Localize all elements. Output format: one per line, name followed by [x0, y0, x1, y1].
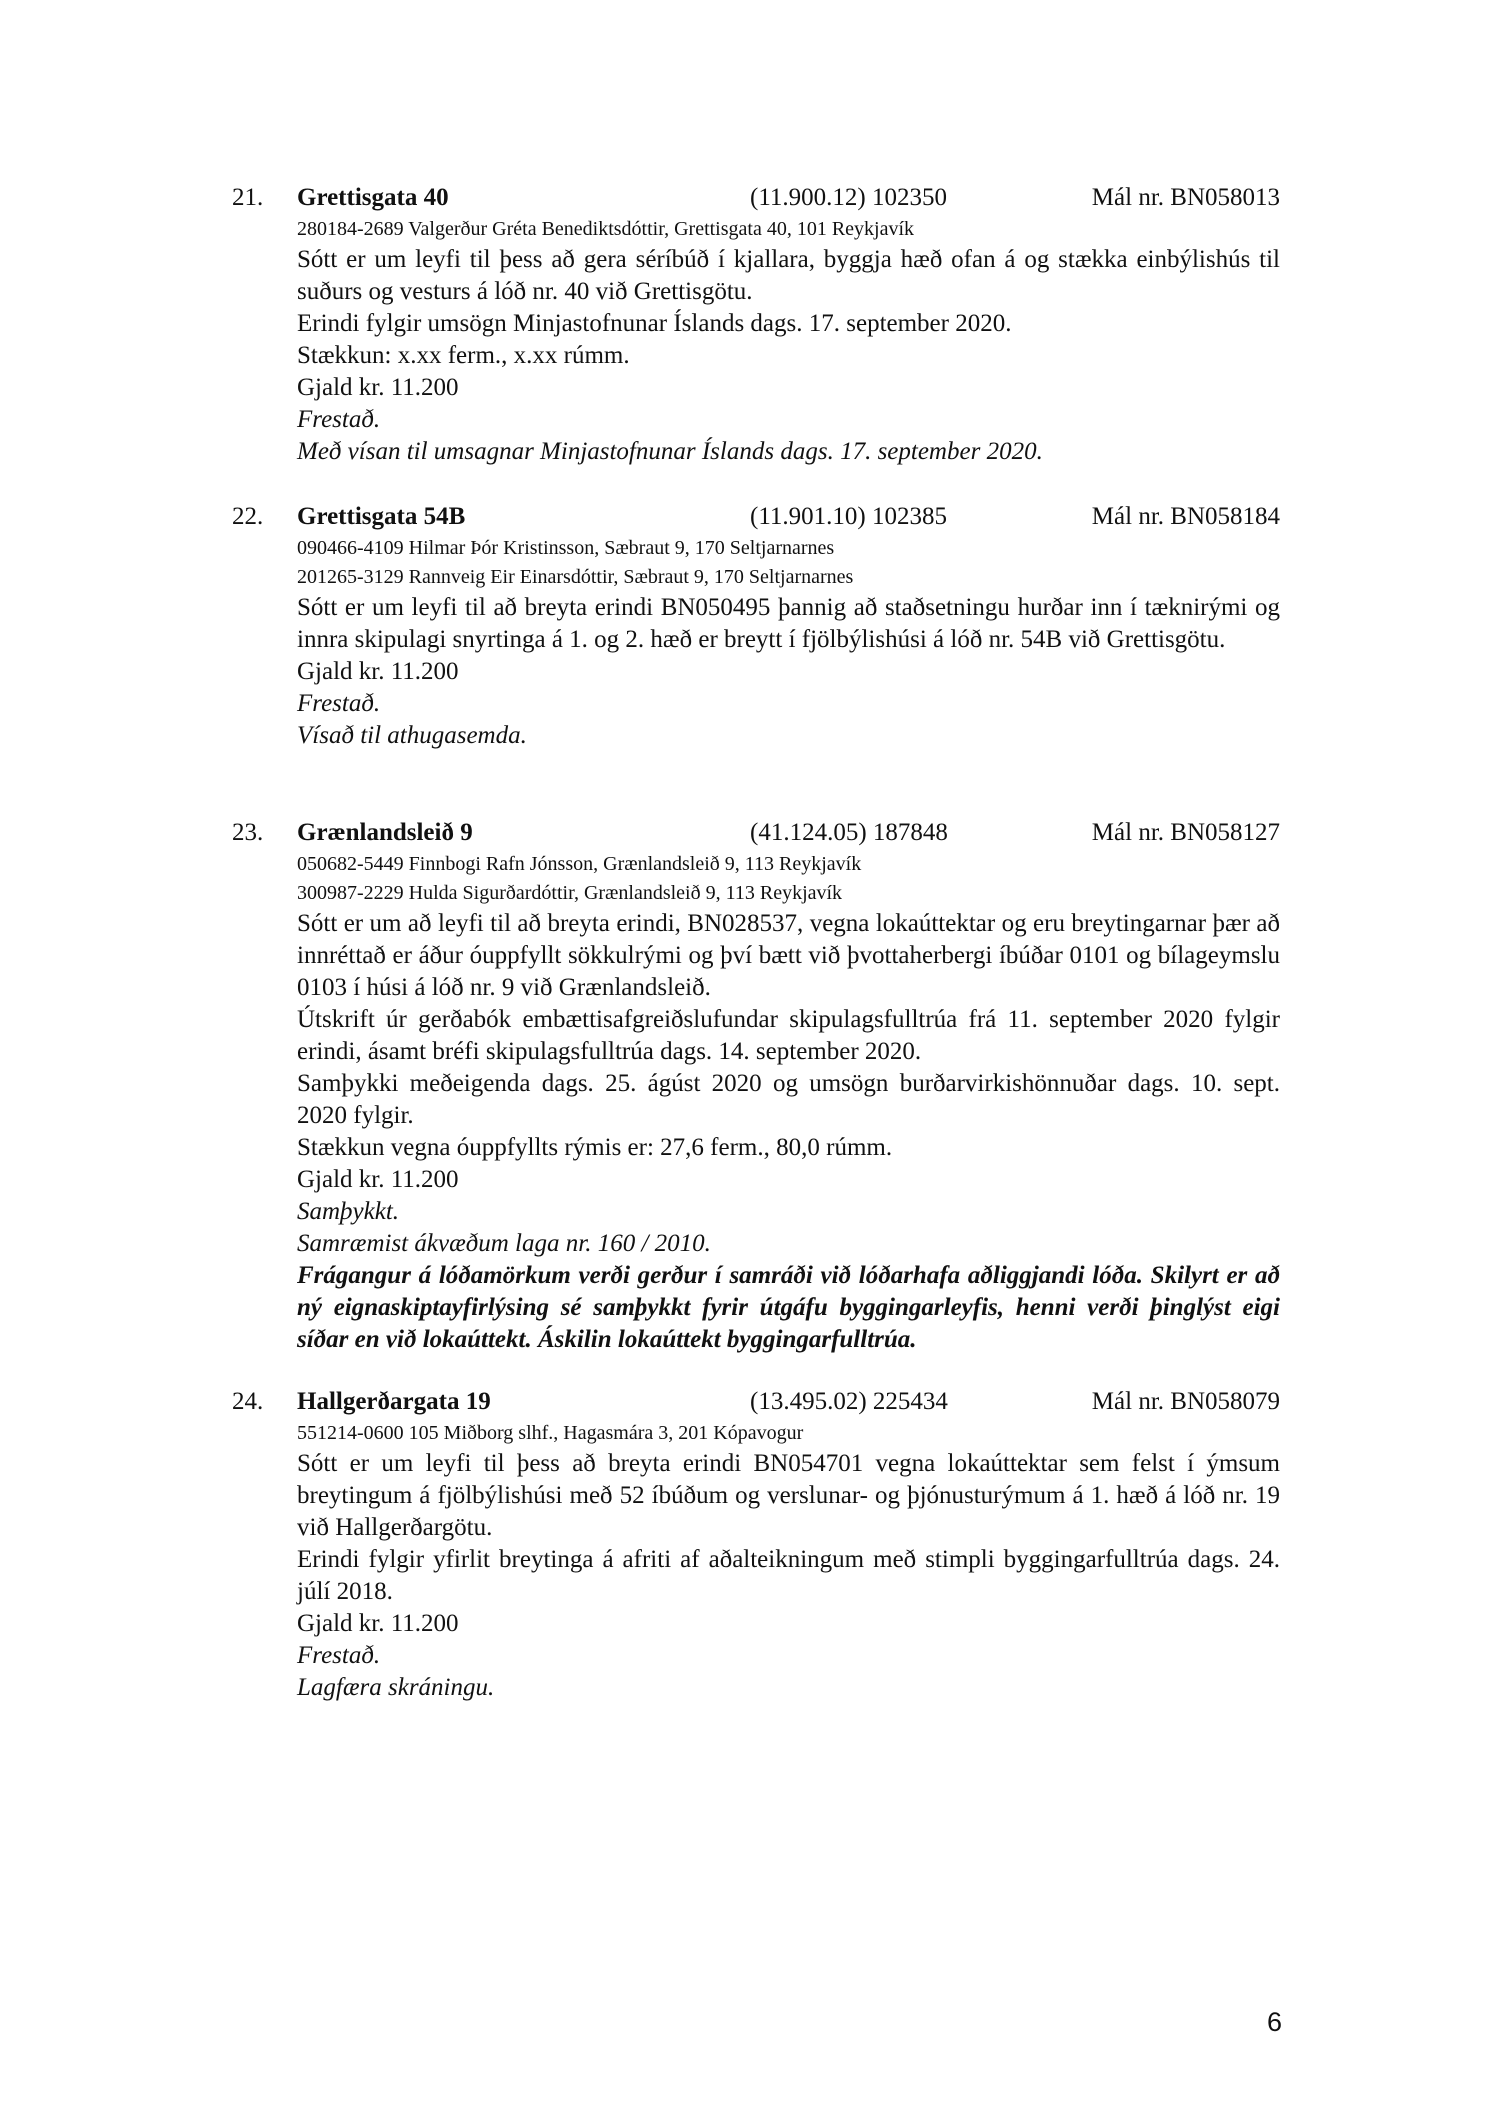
page-number: 6 — [1266, 2007, 1282, 2037]
case-line: Útskrift úr gerðabók embættisafgreiðslufundar skipulagsfulltrúa frá 11. september 2020 fylgir erindi, ásamt bréfi skipulagsfulltrúa dags. 14. september 2020. — [297, 1006, 1280, 1065]
case-line: Erindi fylgir umsögn Minjastofnunar Íslands dags. 17. september 2020. — [297, 310, 1012, 337]
applicant: 090466-4109 Hilmar Þór Kristinsson, Sæbraut 9, 170 Seltjarnarnes — [297, 537, 835, 559]
case-description: Sótt er um leyfi til þess að gera séríbúð í kjallara, byggja hæð ofan á og stækka einbýlishús til suðurs og vesturs á lóð nr. 40 við Grettisgötu. — [297, 246, 1280, 305]
case-address: Grænlandsleið 9 — [297, 819, 473, 846]
case-condition-note: Frágangur á lóðamörkum verði gerður í samráði við lóðarhafa aðliggjandi lóða. Skilyrt er að ný eignaskiptayfirlýsing sé samþykkt fyrir útgáfu byggingarleyfis, henni verði þinglýst eigi síðar en við lokaúttekt. Áskilin lokaúttekt byggingarfulltrúa. — [297, 1262, 1280, 1353]
case-item-24 — [232, 1385, 1280, 1704]
case-number: 23. — [232, 819, 264, 846]
case-line: Samþykki meðeigenda dags. 25. ágúst 2020 og umsögn burðarvirkishönnuðar dags. 10. sept. 2020 fylgir. — [297, 1070, 1280, 1129]
case-line: Gjald kr. 11.200 — [297, 1166, 459, 1193]
case-number: 21. — [232, 184, 264, 211]
case-note: Vísað til athugasemda. — [297, 722, 527, 749]
case-header — [232, 181, 1280, 215]
case-line: Gjald kr. 11.200 — [297, 374, 459, 401]
land-number: (11.901.10) 102385 — [750, 503, 947, 530]
land-number: (11.900.12) 102350 — [750, 184, 947, 211]
applicant: 280184-2689 Valgerður Gréta Benediktsdóttir, Grettisgata 40, 101 Reykjavík — [297, 218, 915, 240]
case-description: Sótt er um leyfi til þess að breyta erindi BN054701 vegna lokaúttektar sem felst í ýmsum breytingum á fjölbýlishúsi með 52 íbúðum og verslunar- og þjónusturýmum á 1. hæð á lóð nr. 19 við Hallgerðargötu. — [297, 1450, 1280, 1541]
case-number: 22. — [232, 503, 264, 530]
case-line: Erindi fylgir yfirlit breytinga á afriti af aðalteikningum með stimpli byggingarfulltrúa dags. 24. júlí 2018. — [297, 1546, 1280, 1605]
case-address: Grettisgata 40 — [297, 184, 449, 211]
case-line: Gjald kr. 11.200 — [297, 658, 459, 685]
case-decision: Frestað. — [297, 690, 381, 717]
case-address: Grettisgata 54B — [297, 503, 466, 530]
applicant: 201265-3129 Rannveig Eir Einarsdóttir, Sæbraut 9, 170 Seltjarnarnes — [297, 566, 854, 588]
applicant: 050682-5449 Finnbogi Rafn Jónsson, Grænlandsleið 9, 113 Reykjavík — [297, 853, 862, 875]
case-body — [297, 534, 1280, 752]
case-header — [232, 1385, 1280, 1419]
case-reference: Mál nr. BN058013 — [1091, 184, 1280, 211]
case-reference: Mál nr. BN058079 — [1091, 1388, 1280, 1415]
case-header — [232, 500, 1280, 534]
case-body — [297, 1419, 1280, 1704]
case-note: Lagfæra skráningu. — [297, 1674, 495, 1701]
case-body — [297, 850, 1280, 1356]
case-line: Stækkun: x.xx ferm., x.xx rúmm. — [297, 342, 630, 369]
land-number: (41.124.05) 187848 — [750, 819, 948, 846]
case-decision: Frestað. — [297, 1642, 381, 1669]
applicant: 300987-2229 Hulda Sigurðardóttir, Grænlandsleið 9, 113 Reykjavík — [297, 882, 843, 904]
case-header — [232, 816, 1280, 850]
case-note: Samræmist ákvæðum laga nr. 160 / 2010. — [297, 1230, 711, 1257]
case-item-22 — [232, 500, 1280, 752]
case-reference: Mál nr. BN058184 — [1091, 503, 1280, 530]
case-line: Stækkun vegna óuppfyllts rýmis er: 27,6 ferm., 80,0 rúmm. — [297, 1134, 893, 1161]
case-decision: Frestað. — [297, 406, 381, 433]
case-decision: Samþykkt. — [297, 1198, 400, 1225]
case-description: Sótt er um að leyfi til að breyta erindi, BN028537, vegna lokaúttektar og eru breytingarnar þær að innréttað er áður óuppfyllt sökkulrými og því bætt við þvottaherbergi íbúðar 0101 og bílageymslu 0103 í húsi á lóð nr. 9 við Grænlandsleið. — [297, 910, 1280, 1001]
case-item-21 — [232, 181, 1280, 468]
applicant: 551214-0600 105 Miðborg slhf., Hagasmára 3, 201 Kópavogur — [297, 1422, 804, 1444]
case-address: Hallgerðargata 19 — [297, 1388, 491, 1415]
case-description: Sótt er um leyfi til að breyta erindi BN050495 þannig að staðsetningu hurðar inn í tæknirými og innra skipulagi snyrtinga á 1. og 2. hæð er breytt í fjölbýlishúsi á lóð nr. 54B við Grettisgötu. — [297, 594, 1280, 653]
case-line: Gjald kr. 11.200 — [297, 1610, 459, 1637]
case-note: Með vísan til umsagnar Minjastofnunar Íslands dags. 17. september 2020. — [297, 438, 1043, 465]
land-number: (13.495.02) 225434 — [750, 1388, 948, 1415]
case-reference: Mál nr. BN058127 — [1091, 819, 1280, 846]
case-body — [297, 215, 1280, 468]
case-item-23 — [232, 816, 1280, 1356]
case-number: 24. — [232, 1388, 264, 1415]
